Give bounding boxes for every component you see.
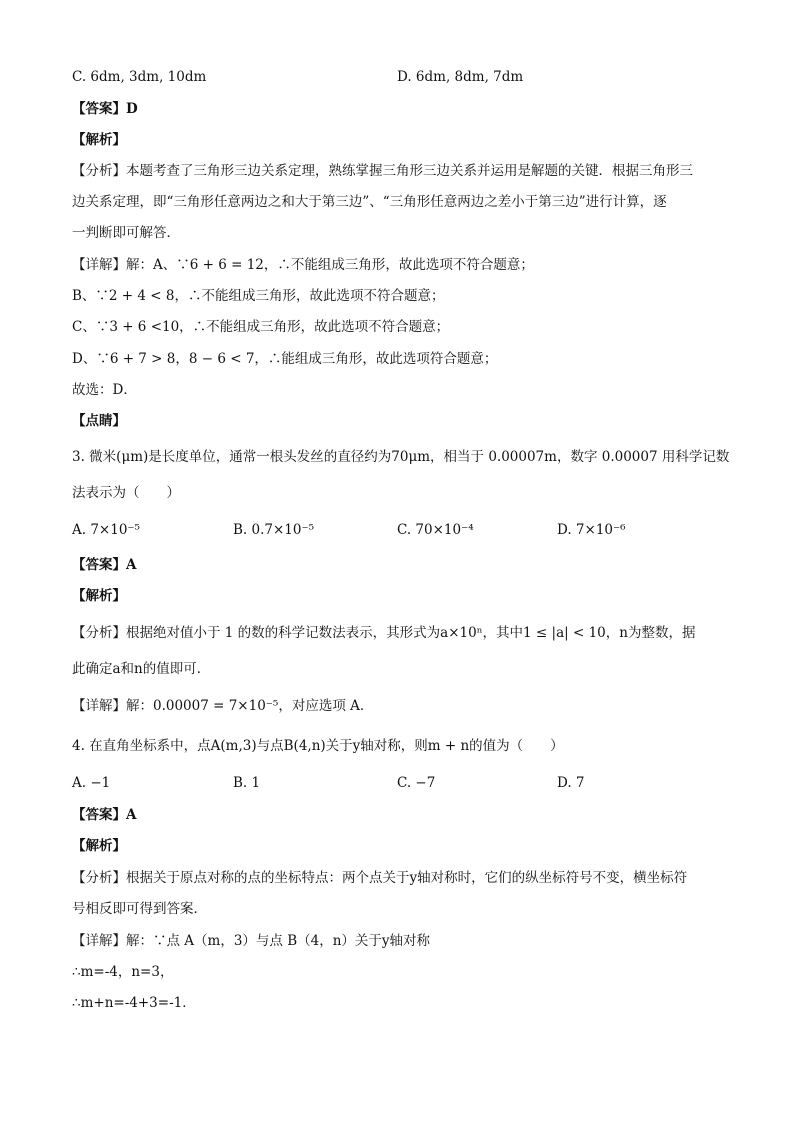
q3-xiangjie: 【详解】解：0.00007 = 7×10⁻⁵，对应选项 A． xyxy=(72,698,374,714)
q3-answer: 【答案】A xyxy=(72,557,137,573)
q3-option-b: B. 0.7×10⁻⁵ xyxy=(233,522,314,538)
q4-analysis-title: 【解析】 xyxy=(72,838,126,854)
q2-xiangjie-line-1: 【详解】解：A、∵6 + 6 = 12，∴不能组成三角形，故此选项不符合题意； xyxy=(72,257,534,273)
q4-option-c: C. −7 xyxy=(397,775,436,791)
q2-dianjing: 【点睛】 xyxy=(72,413,126,429)
q4-fenxi-line-1: 【分析】根据关于原点对称的点的坐标特点：两个点关于y轴对称时，它们的纵坐标符号不变，横坐标符 xyxy=(72,870,688,886)
q3-option-c: C. 70×10⁻⁴ xyxy=(397,522,474,538)
q2-xiangjie-line-2: B、∵2 + 4 < 8，∴不能组成三角形，故此选项不符合题意； xyxy=(72,288,445,304)
q2-xiangjie-line-4: D、∵6 + 7 > 8，8 − 6 < 7，∴能组成三角形，故此选项符合题意； xyxy=(72,351,498,367)
q3-option-a: A. 7×10⁻⁵ xyxy=(72,522,140,538)
q4-stem: 4. 在直角坐标系中，点A(m,3)与点B(4,n)关于y轴对称，则m + n的值为（ ） xyxy=(72,738,564,754)
q2-fenxi-line-2: 边关系定理，即“三角形任意两边之和大于第三边”、“三角形任意两边之差小于第三边”进行计算，逐 xyxy=(72,194,667,210)
q2-fenxi-line-3: 一判断即可解答． xyxy=(72,225,180,241)
q4-fenxi-line-2: 号相反即可得到答案． xyxy=(72,901,207,917)
q4-option-d: D. 7 xyxy=(557,775,585,791)
q2-choice: 故选：D． xyxy=(72,382,137,398)
q2-option-d: D. 6dm, 8dm, 7dm xyxy=(397,69,524,85)
q3-option-d: D. 7×10⁻⁶ xyxy=(557,522,626,538)
q3-fenxi-line-2: 此确定a和n的值即可． xyxy=(72,661,211,677)
q2-xiangjie-line-3: C、∵3 + 6 <10，∴不能组成三角形，故此选项不符合题意； xyxy=(72,319,450,335)
q4-xiangjie-line-2: ∴m=-4，n=3， xyxy=(72,964,174,980)
q4-xiangjie-line-1: 【详解】解：∵点 A（m，3）与点 B（4，n）关于y轴对称 xyxy=(72,933,431,949)
q4-xiangjie-line-3: ∴m+n=-4+3=-1． xyxy=(72,995,196,1011)
q4-answer: 【答案】A xyxy=(72,807,137,823)
q3-stem-line-1: 3. 微米(μm)是长度单位，通常一根头发丝的直径约为70μm，相当于 0.00007m，数字 0.00007 用科学记数 xyxy=(72,449,730,465)
q2-option-c: C. 6dm, 3dm, 10dm xyxy=(72,69,207,85)
q4-option-a: A. −1 xyxy=(72,775,111,791)
q3-stem-line-2: 法表示为（ ） xyxy=(72,485,180,501)
q3-analysis-title: 【解析】 xyxy=(72,588,126,604)
q2-analysis-title: 【解析】 xyxy=(72,132,126,148)
q4-option-b: B. 1 xyxy=(233,775,261,791)
q2-fenxi-line-1: 【分析】本题考查了三角形三边关系定理，熟练掌握三角形三边关系并运用是解题的关键．根据三角形三 xyxy=(72,163,693,179)
q3-fenxi-line-1: 【分析】根据绝对值小于 1 的数的科学记数法表示，其形式为a×10ⁿ，其中1 ≤ |a| < 10，n为整数，据 xyxy=(72,625,696,641)
q2-answer: 【答案】D xyxy=(72,101,138,117)
